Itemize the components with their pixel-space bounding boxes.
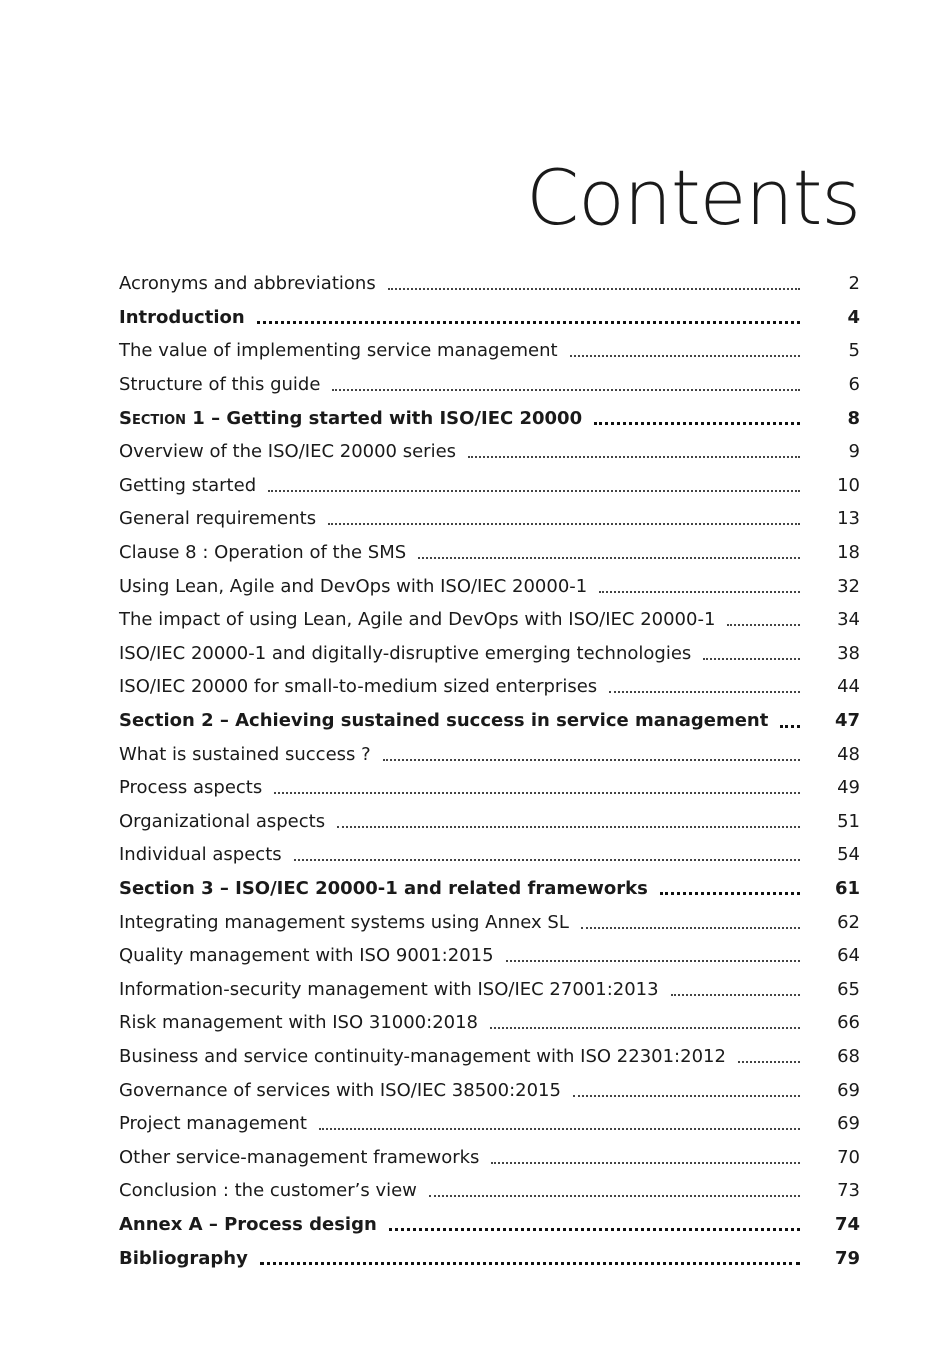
toc-entry-page-number: 69 xyxy=(837,1079,860,1101)
toc-entry-page-number: 64 xyxy=(837,945,860,967)
toc-entry-page-number: 49 xyxy=(837,777,860,799)
toc-entry-title: Introduction xyxy=(119,306,245,328)
toc-entry-title: Quality management with ISO 9001:2015 xyxy=(119,945,494,967)
toc-entry[interactable] xyxy=(119,1040,860,1074)
dot-leader xyxy=(388,287,800,290)
dot-leader xyxy=(268,489,800,492)
toc-entry-title: General requirements xyxy=(119,508,317,530)
toc-entry[interactable] xyxy=(119,502,860,536)
toc-entry-page-number: 44 xyxy=(837,676,860,698)
toc-entry[interactable] xyxy=(119,872,860,906)
toc-entry-title: Using Lean, Agile and DevOps with ISO/IEC 20000-1 xyxy=(119,575,588,597)
toc-entry-title: Section 1 – Getting started with ISO/IEC 20000 xyxy=(119,407,583,429)
toc-entry[interactable] xyxy=(119,267,860,301)
toc-entry-title: Integrating management systems using Annex SL xyxy=(119,911,569,933)
toc-entry-page-number: 38 xyxy=(837,642,860,664)
toc-entry-page-number: 10 xyxy=(837,474,860,496)
toc-entry-page-number: 32 xyxy=(837,575,860,597)
dot-leader xyxy=(671,993,800,996)
dot-leader xyxy=(703,657,800,660)
toc-entry[interactable] xyxy=(119,603,860,637)
toc-entry-page-number: 74 xyxy=(834,1213,860,1235)
toc-entry[interactable] xyxy=(119,771,860,805)
toc-entry-title: The impact of using Lean, Agile and DevOps with ISO/IEC 20000-1 xyxy=(119,609,716,631)
toc-entry-title: Conclusion : the customer’s view xyxy=(119,1180,417,1202)
toc-entry-title: The value of implementing service management xyxy=(119,340,558,362)
dot-leader xyxy=(599,590,800,593)
toc-entry[interactable] xyxy=(119,939,860,973)
toc-entry-title: Information-security management with ISO/IEC 27001:2013 xyxy=(119,978,659,1000)
dot-leader xyxy=(660,891,800,895)
toc-entry-title: Clause 8 : Operation of the SMS xyxy=(119,542,407,564)
dot-leader xyxy=(468,455,800,458)
toc-entry-page-number: 69 xyxy=(837,1113,860,1135)
toc-entry[interactable] xyxy=(119,670,860,704)
dot-leader xyxy=(570,354,800,357)
dot-leader xyxy=(506,959,800,962)
toc-entry[interactable] xyxy=(119,1241,860,1275)
toc-entry[interactable] xyxy=(119,972,860,1006)
dot-leader xyxy=(328,522,800,525)
toc-entry[interactable] xyxy=(119,469,860,503)
dot-leader xyxy=(573,1094,800,1097)
toc-entry-page-number: 8 xyxy=(847,407,860,429)
dot-leader xyxy=(418,556,800,559)
toc-entry[interactable] xyxy=(119,569,860,603)
dot-leader xyxy=(429,1194,800,1197)
dot-leader xyxy=(609,690,800,693)
toc-entry[interactable] xyxy=(119,637,860,671)
toc-entry-title: Overview of the ISO/IEC 20000 series xyxy=(119,441,457,463)
toc-entry-title: ISO/IEC 20000 for small-to-medium sized enterprises xyxy=(119,676,598,698)
toc-entry-title: Business and service continuity-management with ISO 22301:2012 xyxy=(119,1045,726,1067)
dot-leader xyxy=(257,320,800,324)
toc-entry[interactable] xyxy=(119,905,860,939)
toc-entry-page-number: 51 xyxy=(837,810,860,832)
toc-entry[interactable] xyxy=(119,301,860,335)
dot-leader xyxy=(581,926,800,929)
toc-entry-title: Acronyms and abbreviations xyxy=(119,273,376,295)
toc-entry-page-number: 9 xyxy=(848,441,860,463)
dot-leader xyxy=(490,1026,800,1029)
toc-entry[interactable] xyxy=(119,435,860,469)
toc-entry[interactable] xyxy=(119,401,860,435)
toc-entry[interactable] xyxy=(119,1140,860,1174)
toc-entry-page-number: 70 xyxy=(837,1146,860,1168)
dot-leader xyxy=(780,724,800,728)
table-of-contents xyxy=(119,267,860,1275)
toc-entry-page-number: 34 xyxy=(837,609,860,631)
toc-entry[interactable] xyxy=(119,1006,860,1040)
toc-entry[interactable] xyxy=(119,1208,860,1242)
toc-entry-title: Bibliography xyxy=(119,1247,248,1269)
toc-entry-page-number: 68 xyxy=(837,1045,860,1067)
toc-entry-title: Section 3 – ISO/IEC 20000-1 and related frameworks xyxy=(119,877,648,899)
toc-entry[interactable] xyxy=(119,1073,860,1107)
toc-entry-page-number: 54 xyxy=(837,844,860,866)
dot-leader xyxy=(294,858,800,861)
toc-entry-page-number: 65 xyxy=(837,978,860,1000)
toc-entry[interactable] xyxy=(119,536,860,570)
toc-entry-page-number: 79 xyxy=(834,1247,860,1269)
dot-leader xyxy=(274,791,800,794)
toc-entry[interactable] xyxy=(119,737,860,771)
toc-entry[interactable] xyxy=(119,805,860,839)
toc-entry-title: Process aspects xyxy=(119,777,263,799)
toc-entry-title: Annex A – Process design xyxy=(119,1213,377,1235)
toc-entry-page-number: 47 xyxy=(834,710,860,732)
dot-leader xyxy=(260,1261,800,1265)
dot-leader xyxy=(738,1060,800,1063)
toc-entry-page-number: 61 xyxy=(834,877,860,899)
toc-entry-title: Governance of services with ISO/IEC 38500:2015 xyxy=(119,1079,561,1101)
toc-entry[interactable] xyxy=(119,704,860,738)
dot-leader xyxy=(389,1227,800,1231)
toc-entry-title: Risk management with ISO 31000:2018 xyxy=(119,1012,478,1034)
toc-entry[interactable] xyxy=(119,838,860,872)
dot-leader xyxy=(332,388,800,391)
toc-entry-page-number: 66 xyxy=(837,1012,860,1034)
toc-entry-title: Structure of this guide xyxy=(119,374,321,396)
dot-leader xyxy=(383,758,800,761)
toc-entry-page-number: 62 xyxy=(837,911,860,933)
toc-entry-title: Organizational aspects xyxy=(119,810,326,832)
toc-entry-title: Project management xyxy=(119,1113,307,1135)
toc-entry[interactable] xyxy=(119,368,860,402)
page-title: Contents xyxy=(526,153,860,242)
toc-entry-title: Individual aspects xyxy=(119,844,282,866)
dot-leader xyxy=(727,623,800,626)
toc-entry[interactable] xyxy=(119,334,860,368)
toc-entry-page-number: 2 xyxy=(848,273,860,295)
toc-entry-page-number: 48 xyxy=(837,743,860,765)
dot-leader xyxy=(491,1161,800,1164)
toc-entry[interactable] xyxy=(119,1107,860,1141)
toc-entry-page-number: 6 xyxy=(848,374,860,396)
toc-entry-page-number: 4 xyxy=(847,306,860,328)
toc-entry-title: Other service-management frameworks xyxy=(119,1146,480,1168)
toc-entry-page-number: 5 xyxy=(848,340,860,362)
toc-entry-title: What is sustained success ? xyxy=(119,743,371,765)
toc-entry-title: ISO/IEC 20000-1 and digitally-disruptive emerging technologies xyxy=(119,642,692,664)
dot-leader xyxy=(337,825,800,828)
toc-entry-page-number: 73 xyxy=(837,1180,860,1202)
dot-leader xyxy=(594,421,800,425)
toc-entry-title: Section 2 – Achieving sustained success in service management xyxy=(119,710,769,732)
toc-entry[interactable] xyxy=(119,1174,860,1208)
toc-entry-page-number: 18 xyxy=(837,542,860,564)
toc-entry-title: Getting started xyxy=(119,474,257,496)
toc-entry-page-number: 13 xyxy=(837,508,860,530)
dot-leader xyxy=(319,1127,800,1130)
